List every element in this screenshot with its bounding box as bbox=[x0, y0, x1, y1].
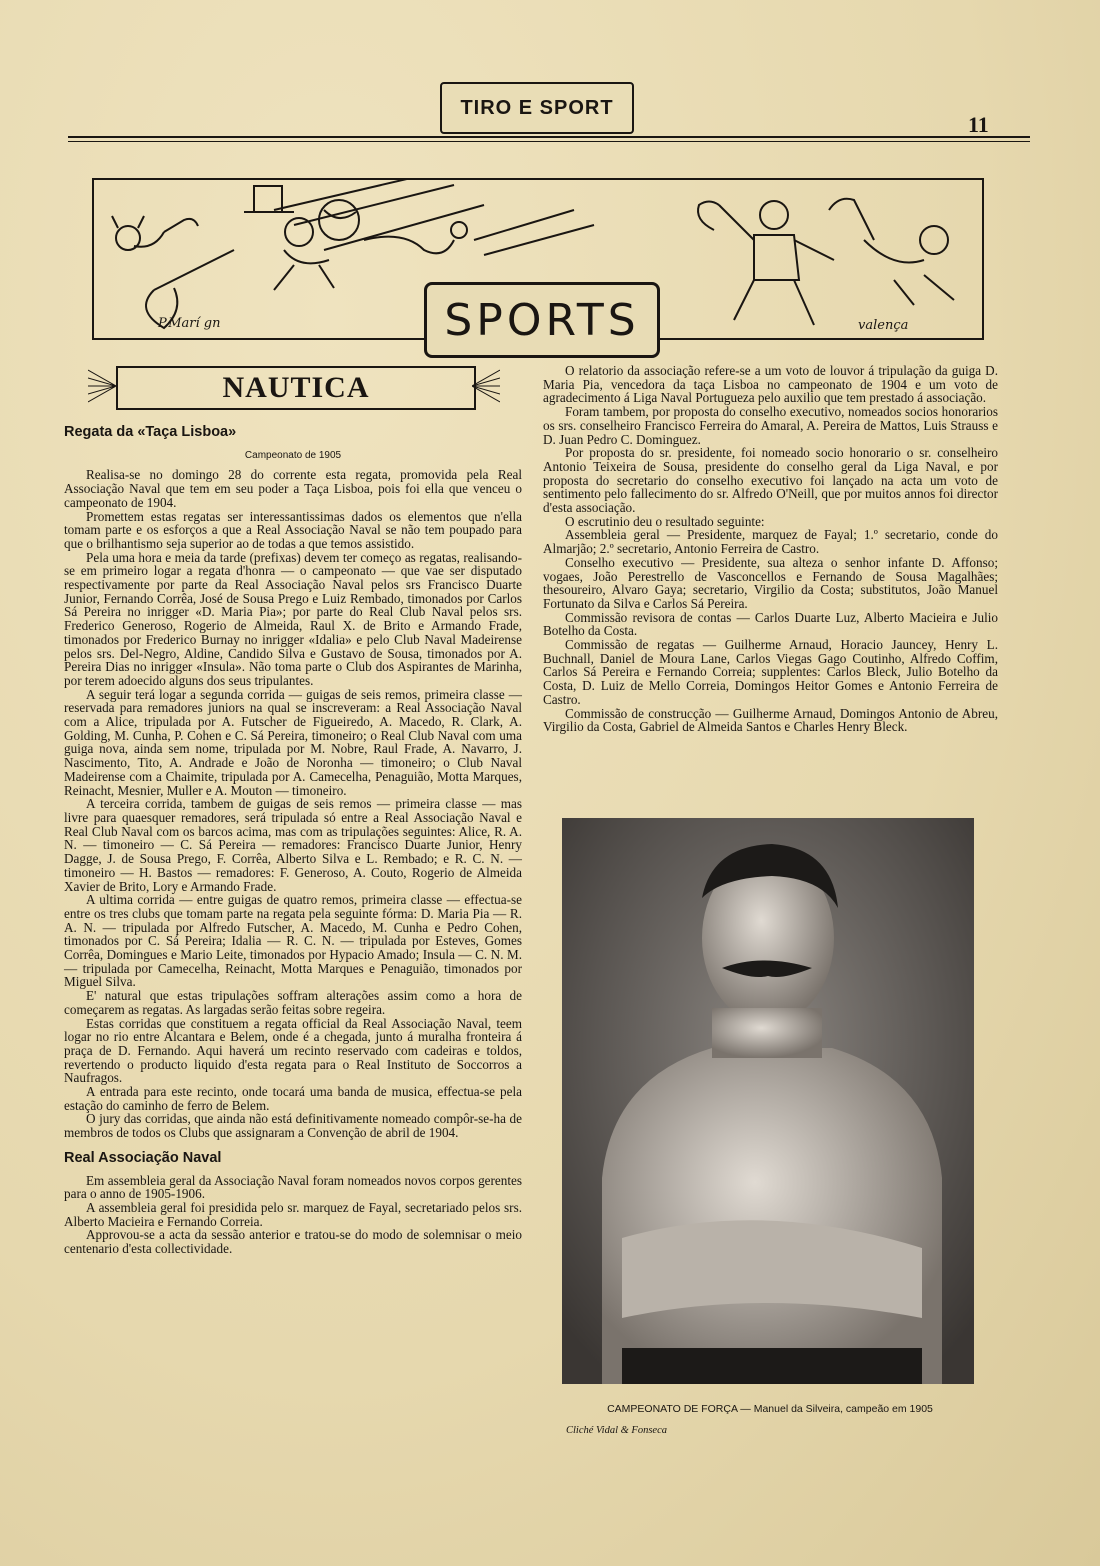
paragraph: Em assembleia geral da Associação Naval foram nomeados novos corpos gerentes para o anno de 1905-1906. bbox=[64, 1172, 522, 1202]
sports-title-box bbox=[424, 282, 660, 358]
article-title-naval: Real Associação Naval bbox=[64, 1149, 222, 1166]
masthead-logo bbox=[440, 82, 634, 134]
paragraph: O escrutinio deu o resultado seguinte: bbox=[565, 513, 765, 529]
masthead-title: TIRO E SPORT bbox=[460, 96, 614, 119]
signature-right: valença bbox=[858, 318, 909, 333]
portrait-photo bbox=[562, 818, 974, 1384]
paragraph: Commissão de construcção — Guilherme Arnaud, Domingos Antonio de Abreu, Virgilio da Costa, Gabriel de Almeida Santos e Charles Henry Bleck. bbox=[543, 705, 998, 735]
article-title-regata: Regata da «Taça Lisboa» bbox=[64, 424, 237, 440]
signature-left: P.Marí gn bbox=[158, 316, 221, 331]
paragraph: A ultima corrida — entre guigas de quatro remos, primeira classe — effectua-se entre os tres clubs que tomam parte na regata pela seguinte fórma: D. Maria Pia — R. A. N. — tripulada por Alfredo Futscher, A. Macedo, M. Cunha e Pedro Cohen, timonados por C. Sá Pereira; Idalia — R. C. N. — tripulada por Esteves, Gomes Corrêa, Domingues e Mario Leite, timonados por Hypacio Amado; Insula — C. N. M. — tripulada por Camecelha, Reinacht, Motta Marques e Penaguião, timonados por Miguel Silva. bbox=[64, 892, 522, 990]
sunburst-left-icon bbox=[88, 368, 116, 404]
page-number: 11 bbox=[968, 112, 989, 137]
paragraph: Assembleia geral — Presidente, marquez de Fayal; 1.º secretario, conde do Almarjão; 2.º secretario, Antonio Ferreira de Castro. bbox=[543, 527, 998, 557]
photo-caption: CAMPEONATO DE FORÇA — Manuel da Silveira, campeão em 1905 bbox=[607, 1403, 933, 1415]
paragraph: Foram tambem, por proposta do conselho executivo, nomeados socios honorarios os srs. conselheiro Francisco Ferreira do Amaral, A. Pereira de Mattos, Luis Strauss e D. Juan Pedro C. Dominguez. bbox=[543, 404, 998, 447]
paragraph: A terceira corrida, tambem de guigas de seis remos — primeira classe — mas livre para quaesquer remadores, será tripulada só entre a Real Associação Naval e Real Club Naval com os barcos acima, mas com as tripulações seguintes: Alice, R. A. N. — timoneiro — C. Sá Pereira — remadores: Francisco Duarte Junior, Henry Dagge, J. de Sousa Prego, F. Corrêa, Alberto Silva e L. Rembado; e R. C. N. — timoneiro — H. Bastos — remadores: F. Generoso, A. Couto, Rogerio de Almeida Xavier de Brito, Lory e Armando Frade. bbox=[64, 796, 522, 894]
paragraph: Estas corridas que constituem a regata official da Real Associação Naval, teem logar no rio entre Alcantara e Belem, onde é a chegada, junto á muralha fronteira á praça de D. Fernando. Aqui haverá um recinto reservado com cadeiras e toldos, revertendo o producto liquido d'esta regata para o Real Instituto de Soccorros a Naufragos. bbox=[64, 1015, 522, 1086]
right-column bbox=[543, 364, 998, 734]
paragraph: Commissão revisora de contas — Carlos Duarte Luz, Alberto Macieira e Julio Botelho da Costa. bbox=[543, 609, 998, 639]
paragraph: A entrada para este recinto, onde tocará uma banda de musica, effectua-se pela estação do caminho de ferro de Belem. bbox=[64, 1084, 522, 1113]
paragraph: A seguir terá logar a segunda corrida — guigas de seis remos, primeira classe — reservada para remadores juniors na qual se inscreveram: a Real Associação Naval com a Alice, tripulada por A. Futscher de Figueiredo, A. Macedo, R. Clark, A. Golding, M. Cunha, P. Cohen e C. Sá Pereira, timoneiro; o Real Club Naval com uma guiga nova, ainda sem nome, tripulada por M. Nobre, Raul Frade, A. Navarro, J. Nascimento, Tito, A. Andrade e João de Noronha — timoneiro; o Club Naval Madeirense com a Chaimite, tripulada por A. Camecelha, Penaguião, Motta Marques, Reinacht, Mesnier, Muller e A. Mouton — timoneiro. bbox=[64, 686, 522, 798]
paragraph: O relatorio da associação refere-se a um voto de louvor á tripulação da guiga D. Maria Pia, vencedora da taça Lisboa no campeonato de 1904 e um voto de agradecimento á Liga Naval Portugueza pelo auxilio que tem prestado á associação. bbox=[543, 363, 998, 406]
paragraph: Promettem estas regatas ser interessantissimas dados os elementos que n'ella tomam parte e os esforços a que a Real Associação Naval se não tem poupado para que o brilhantismo seja superior ao de todas a que temos assistido. bbox=[64, 508, 522, 551]
paragraph: Realisa-se no domingo 28 do corrente esta regata, promovida pela Real Associação Naval que tem em seu poder a Taça Lisboa, pois foi ella que venceu o campeonato de 1904. bbox=[64, 467, 522, 510]
paragraph: Por proposta do sr. presidente, foi nomeado socio honorario o sr. conselheiro Antonio Teixeira de Sousa, presidente do conselho geral da Liga Naval, e por proposta do secretario do conselho executivo foi lançado na acta um voto de sentimento pelo fallecimento do sr. Alfredo O'Neill, que por muitos annos foi director d'esta associação. bbox=[543, 445, 998, 516]
sports-title: SPORTS bbox=[444, 294, 640, 346]
strongman-portrait-image bbox=[562, 818, 974, 1384]
paragraph: Pela uma hora e meia da tarde (prefixas) devem ter começo as regatas, realisando-se em primeiro logar a regata d'honra — o campeonato — que vae ser disputado respectivamente por parte da Real Associação Naval pelos srs Francisco Duarte Junior, Fernando Corrêa, José de Sousa Prego e Luiz Rembado, timonados por Carlos Sá Pereira no inrigger «D. Maria Pia»; por parte do Real Club Naval pelos srs. Frederico Generoso, Rogerio de Almeida, Raul X. de Brito e Armando Frade, timonados por Frederico Burnay no inrigger «Idalia» e pelo Club Naval Madeirense pelos srs. Del-Negro, Aldine, Candido Silva e Gustavo de Sousa, timonados por A. Pereira Dias no inrigger «Insula». Não toma parte o Club dos Aspirantes de Marinha, por terem adoecido alguns dos seus tripulantes. bbox=[64, 549, 522, 688]
paragraph: E' natural que estas tripulações soffram alterações assim como a hora de começarem as regatas. As largadas serão feitas sobre regeira. bbox=[64, 988, 522, 1017]
article-subtitle: Campeonato de 1905 bbox=[244, 449, 342, 461]
left-column bbox=[64, 426, 522, 1256]
header-rule-thin bbox=[68, 141, 1030, 142]
paragraph: Conselho executivo — Presidente, sua alteza o senhor infante D. Affonso; vogaes, João Perestrello de Vasconcellos e Fernando de Sousa Magalhães; thesoureiro, Alvaro Gaya; secretario, Virgilio da Costa; substitutos, João Manuel Fortunato da Silva e Carlos Sá Pereira. bbox=[543, 554, 998, 611]
paragraph: O jury das corridas, que ainda não está definitivamente nomeado compôr-se-ha de membros de todos os Clubs que assignaram a Convenção de abril de 1904. bbox=[64, 1111, 522, 1141]
sunburst-right-icon bbox=[472, 368, 500, 404]
header-rule bbox=[68, 136, 1030, 138]
paragraph: Approvou-se a acta da sessão anterior e tratou-se do modo de solemnisar o meio centenario d'esta collectividade. bbox=[64, 1227, 522, 1257]
section-heading: NAUTICA bbox=[222, 371, 370, 404]
photo-credit: Cliché Vidal & Fonseca bbox=[566, 1425, 667, 1436]
paragraph: A assembleia geral foi presidida pelo sr. marquez de Fayal, secretariado pelos srs. Alberto Macieira e Fernando Correia. bbox=[64, 1199, 522, 1229]
paragraph: Commissão de regatas — Guilherme Arnaud, Horacio Jauncey, Henry L. Buchnall, Daniel de Moura Lane, Carlos Viegas Gago Coutinho, Alfredo Coffim, Carlos Sá Pereira e Fernando Correia; supplentes: Carlos Bleck, Julio Botelho da Costa, D. Luiz de Mello Correia, Domingos Heitor Gomes e Antonio Ferreira de Castro. bbox=[543, 637, 998, 707]
section-heading-box bbox=[116, 366, 476, 410]
